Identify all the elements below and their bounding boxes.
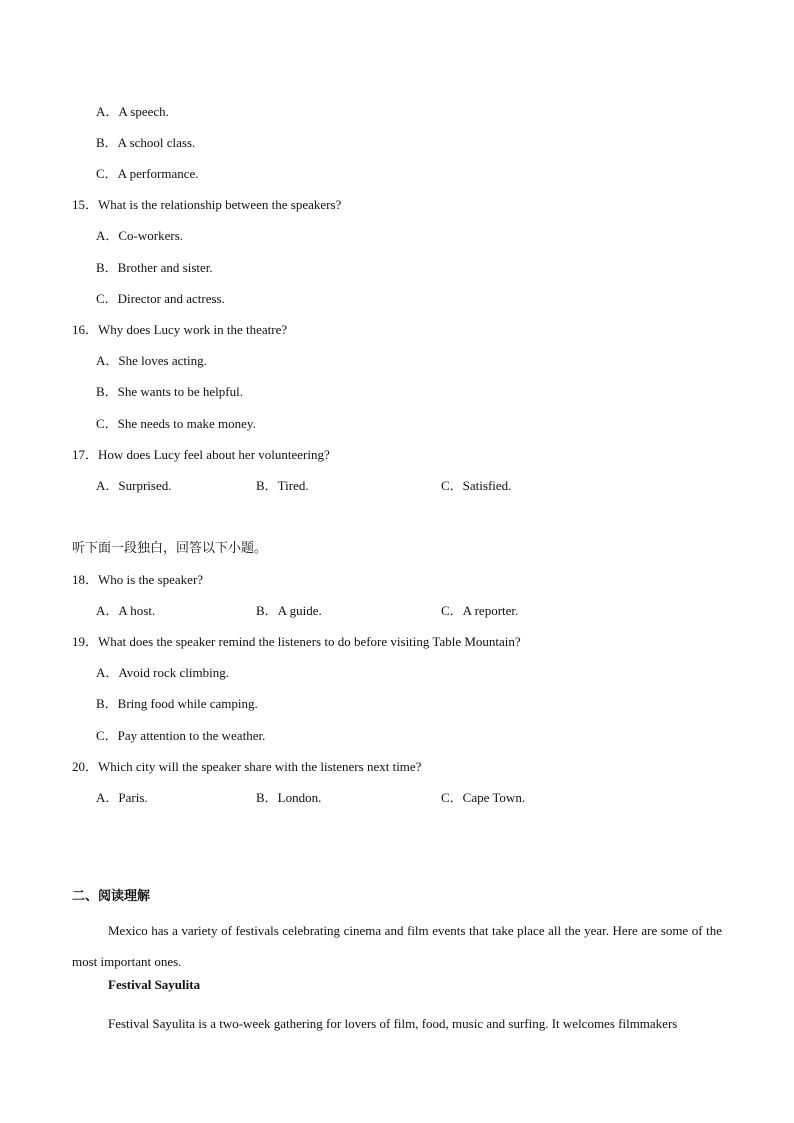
monologue-instruction: 听下面一段独白，回答以下小题。 [72,541,268,556]
festival-sayulita-paragraph: Festival Sayulita is a two-week gathering for lovers of film, food, music and surfing. It welcomes filmmakers [108,1016,678,1031]
q19-option-c: C．Pay attention to the weather. [96,728,266,743]
question-18: 18．Who is the speaker? [72,572,204,587]
q18-option-c: C．A reporter. [441,603,519,618]
q16-option-a: A．She loves acting. [96,353,207,368]
question-19: 19．What does the speaker remind the listeners to do before visiting Table Mountain? [72,634,521,649]
q18-option-a: A．A host. [96,603,156,618]
q15-option-a: A．Co-workers. [96,228,184,243]
q14-option-b: B．A school class. [96,135,196,150]
question-20: 20．Which city will the speaker share with the listeners next time? [72,759,422,774]
q19-option-a: A．Avoid rock climbing. [96,665,229,680]
q16-option-c: C．She needs to make money. [96,416,256,431]
section-2-intro: Mexico has a variety of festivals celebrating cinema and film events that take place all the year. Here are some of the most important ones. [72,923,722,969]
q15-option-b: B．Brother and sister. [96,260,213,275]
q19-option-b: B．Bring food while camping. [96,696,258,711]
q20-option-c: C．Cape Town. [441,790,526,805]
section-2-heading: 二、阅读理解 [72,889,151,904]
q17-option-b: B．Tired. [256,478,309,493]
q17-option-a: A．Surprised. [96,478,172,493]
question-16: 16．Why does Lucy work in the theatre? [72,322,288,337]
q15-option-c: C．Director and actress. [96,291,225,306]
q20-option-a: A．Paris. [96,790,148,805]
question-15: 15．What is the relationship between the speakers? [72,197,342,212]
question-17: 17．How does Lucy feel about her volunteering? [72,447,330,462]
q14-option-a: A．A speech. [96,104,169,119]
festival-sayulita-heading: Festival Sayulita [108,977,201,992]
q17-option-c: C．Satisfied. [441,478,512,493]
q14-option-c: C．A performance. [96,166,199,181]
q16-option-b: B．She wants to be helpful. [96,384,243,399]
q18-option-b: B．A guide. [256,603,322,618]
q20-option-b: B．London. [256,790,322,805]
